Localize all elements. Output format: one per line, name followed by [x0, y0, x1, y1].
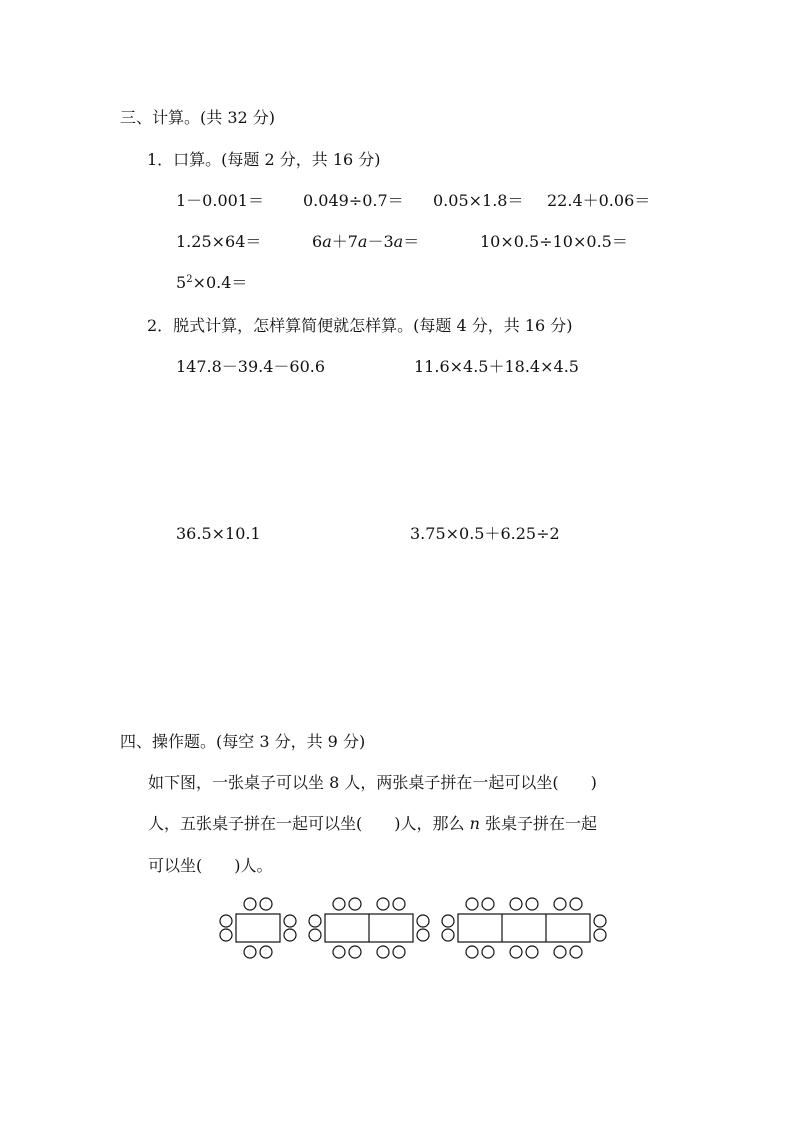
chair-circle: [393, 946, 405, 958]
chair-circle: [482, 946, 494, 958]
chair-circle: [594, 915, 606, 927]
question-1-label: 1．口算。(每题 2 分，共 16 分): [147, 150, 381, 169]
tables-figure: [218, 896, 613, 966]
chair-circle: [442, 915, 454, 927]
chair-circle: [220, 929, 232, 941]
chair-circle: [417, 929, 429, 941]
problem-text-line-3: 可以坐( )人。: [148, 856, 273, 875]
table-rect: [458, 914, 590, 942]
problem-text-line-1: 如下图，一张桌子可以坐 8 人，两张桌子拼在一起可以坐( ): [148, 773, 597, 792]
chair-circle: [510, 898, 522, 910]
step-calc-item: 147.8－39.4－60.6: [176, 357, 326, 376]
chair-circle: [570, 946, 582, 958]
chair-circle: [442, 929, 454, 941]
problem-text-part: 张桌子拼在一起: [479, 814, 597, 833]
oral-calc-item: 0.05×1.8＝: [433, 191, 524, 210]
chair-circle: [570, 898, 582, 910]
algebra-coef: 6: [312, 232, 323, 251]
step-calc-item: 11.6×4.5＋18.4×4.5: [414, 357, 579, 376]
chair-circle: [260, 946, 272, 958]
step-calc-item: 3.75×0.5＋6.25÷2: [410, 524, 560, 543]
power-base: 5: [176, 273, 187, 292]
chair-circle: [309, 929, 321, 941]
problem-text-line-2: [148, 814, 597, 834]
chair-circle: [220, 915, 232, 927]
oral-calc-item: 1.25×64＝: [176, 232, 262, 251]
oral-calc-item: 22.4＋0.06＝: [547, 191, 651, 210]
algebra-variable: a: [393, 232, 404, 251]
oral-calc-power-item: [176, 273, 247, 293]
algebra-variable: a: [357, 232, 368, 251]
section-4-heading: 四、操作题。(每空 3 分，共 9 分): [120, 732, 366, 751]
chair-circle: [526, 898, 538, 910]
chair-circle: [554, 898, 566, 910]
chair-circle: [284, 929, 296, 941]
chair-circle: [349, 946, 361, 958]
chair-circle: [377, 946, 389, 958]
chair-circle: [244, 898, 256, 910]
algebra-variable: a: [322, 232, 332, 251]
chair-circle: [244, 946, 256, 958]
chair-circle: [594, 929, 606, 941]
chair-circle: [393, 898, 405, 910]
power-exponent: 2: [186, 274, 193, 285]
question-2-label: 2．脱式计算，怎样算简便就怎样算。(每题 4 分，共 16 分): [147, 316, 573, 335]
chair-circle: [554, 946, 566, 958]
oral-calc-item: 10×0.5÷10×0.5＝: [480, 232, 628, 251]
chair-circle: [377, 898, 389, 910]
chair-circle: [309, 915, 321, 927]
algebra-equals: ＝: [403, 232, 420, 251]
algebra-term: －3: [367, 232, 394, 251]
chair-circle: [333, 898, 345, 910]
oral-calc-item: 0.049÷0.7＝: [303, 191, 404, 210]
power-rest: ×0.4＝: [192, 273, 248, 292]
oral-calc-algebra-item: [312, 232, 419, 252]
chair-circle: [284, 915, 296, 927]
chair-circle: [349, 898, 361, 910]
chair-circle: [510, 946, 522, 958]
chair-circle: [466, 898, 478, 910]
chair-circle: [260, 898, 272, 910]
chair-circle: [526, 946, 538, 958]
problem-text-part: 人，五张桌子拼在一起可以坐( )人，那么: [148, 814, 470, 833]
variable-n: n: [469, 814, 480, 833]
step-calc-item: 36.5×10.1: [176, 524, 261, 543]
chair-circle: [417, 915, 429, 927]
table-rect: [236, 914, 280, 942]
algebra-term: ＋7: [331, 232, 358, 251]
oral-calc-item: 1－0.001＝: [176, 191, 264, 210]
chair-circle: [466, 946, 478, 958]
chair-circle: [333, 946, 345, 958]
section-3-heading: 三、计算。(共 32 分): [120, 108, 276, 127]
chair-circle: [482, 898, 494, 910]
